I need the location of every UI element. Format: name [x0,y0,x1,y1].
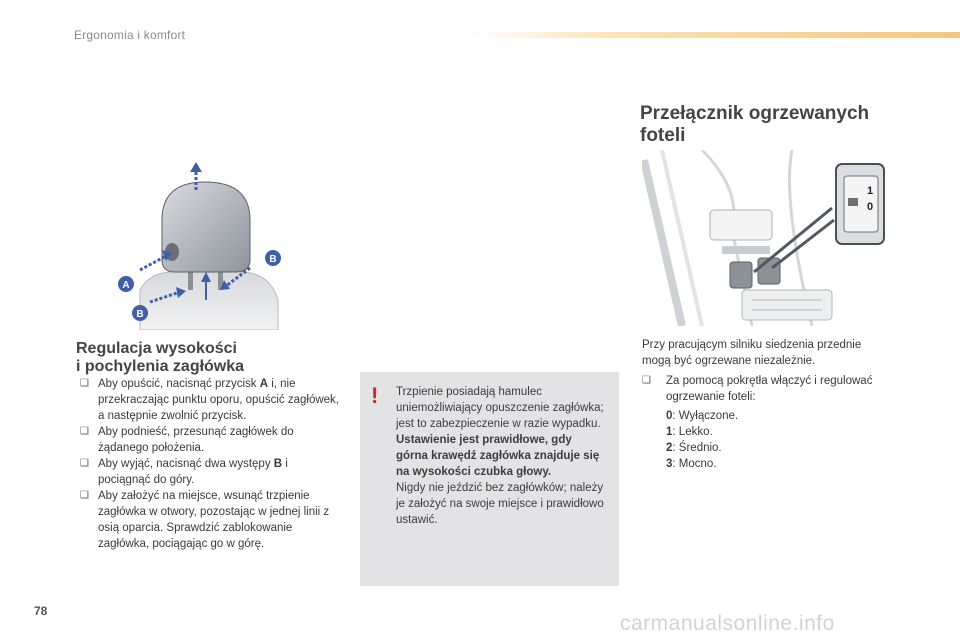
list-item-text: Aby założyć na miejsce, wsunąć trzpienie zagłówka w otwory, pozostając w jednej linii z osią oparcia. Sprawdzić zablokowanie zagłówka, pociągając go w górę. [98,490,330,550]
seat-heating-heading [640,103,869,147]
headrest-instructions [80,376,340,552]
list-item [80,424,340,456]
list-item [80,376,340,424]
level-label: : Wyłączone. [672,410,739,422]
list-item-text: i pociągnąć do góry. [98,458,288,486]
list-item [642,373,902,405]
checkbox-bullet-icon: ❑ [80,378,89,389]
switch-label-1: 1 [866,185,874,197]
heating-level-2 [666,440,738,456]
label-b-upper: B [269,254,277,265]
headrest-illustration [110,160,290,330]
headrest-heading [76,340,244,376]
headrest-heading-line2: i pochylenia zagłówka [76,358,245,375]
list-item-text: Aby wyjąć, nacisnąć dwa występy [98,458,274,470]
level-label: : Lekko. [672,426,713,438]
header-accent-bar [470,32,960,38]
list-item-key: A [259,378,269,390]
heating-level-3 [666,456,738,472]
level-key: 0 [666,410,673,422]
heating-level-0 [666,408,738,424]
switch-label-0: 0 [866,201,874,213]
list-item-key: B [273,458,283,470]
warning-text [396,384,606,528]
checkbox-bullet-icon: ❑ [80,490,89,501]
level-label: : Średnio. [672,442,722,454]
seat-heating-intro: Przy pracującym silniku siedzenia przednie mogą być ogrzewane niezależnie. [642,339,862,367]
list-item [80,488,340,552]
seat-heating-heading-line2: foteli [640,125,686,146]
headrest-heading-line1: Regulacja wysokości [76,340,237,357]
list-item-text: Aby opuścić, nacisnąć przycisk [98,378,260,390]
page-number: 78 [34,604,48,618]
list-item [80,456,340,488]
seat-heating-heading-line1: Przełącznik ogrzewanych [640,103,870,124]
section-header: Ergonomia i komfort [74,28,186,42]
list-item-text: Aby podnieść, przesunąć zagłówek do żądanego położenia. [98,426,294,454]
warning-text-bold: Ustawienie jest prawidłowe, gdy górna krawędź zagłówka znajduje się na wysokości czubka głowy. [396,434,600,478]
seat-heating-illustration [642,150,892,326]
checkbox-bullet-icon: ❑ [642,375,651,386]
level-key: 1 [666,426,673,438]
label-b-lower: B [136,309,144,320]
watermark-text: carmanualsonline.info [620,612,835,635]
checkbox-bullet-icon: ❑ [80,458,89,469]
heating-level-1 [666,424,738,440]
label-a: A [122,280,130,291]
level-key: 3 [666,458,673,470]
heating-levels [666,408,738,472]
level-key: 2 [666,442,673,454]
warning-exclamation-icon: ! [371,383,379,408]
list-item-text: Za pomocą pokrętła włączyć i regulować ogrzewanie foteli: [666,375,873,403]
seat-heating-instruction [642,373,902,405]
level-label: : Mocno. [672,458,717,470]
checkbox-bullet-icon: ❑ [80,426,89,437]
warning-text-outro: Nigdy nie jeździć bez zagłówków; należy je założyć na swoje miejsce i prawidłowo ustawić. [396,482,604,526]
list-item-text: i, nie przekraczając punktu oporu, opuścić zagłówek, a następnie zwolnić przycisk. [98,378,339,422]
warning-text-intro: Trzpienie posiadają hamulec uniemożliwiający opuszczenie zagłówka; jest to zabezpieczenie w razie wypadku. [396,386,604,430]
